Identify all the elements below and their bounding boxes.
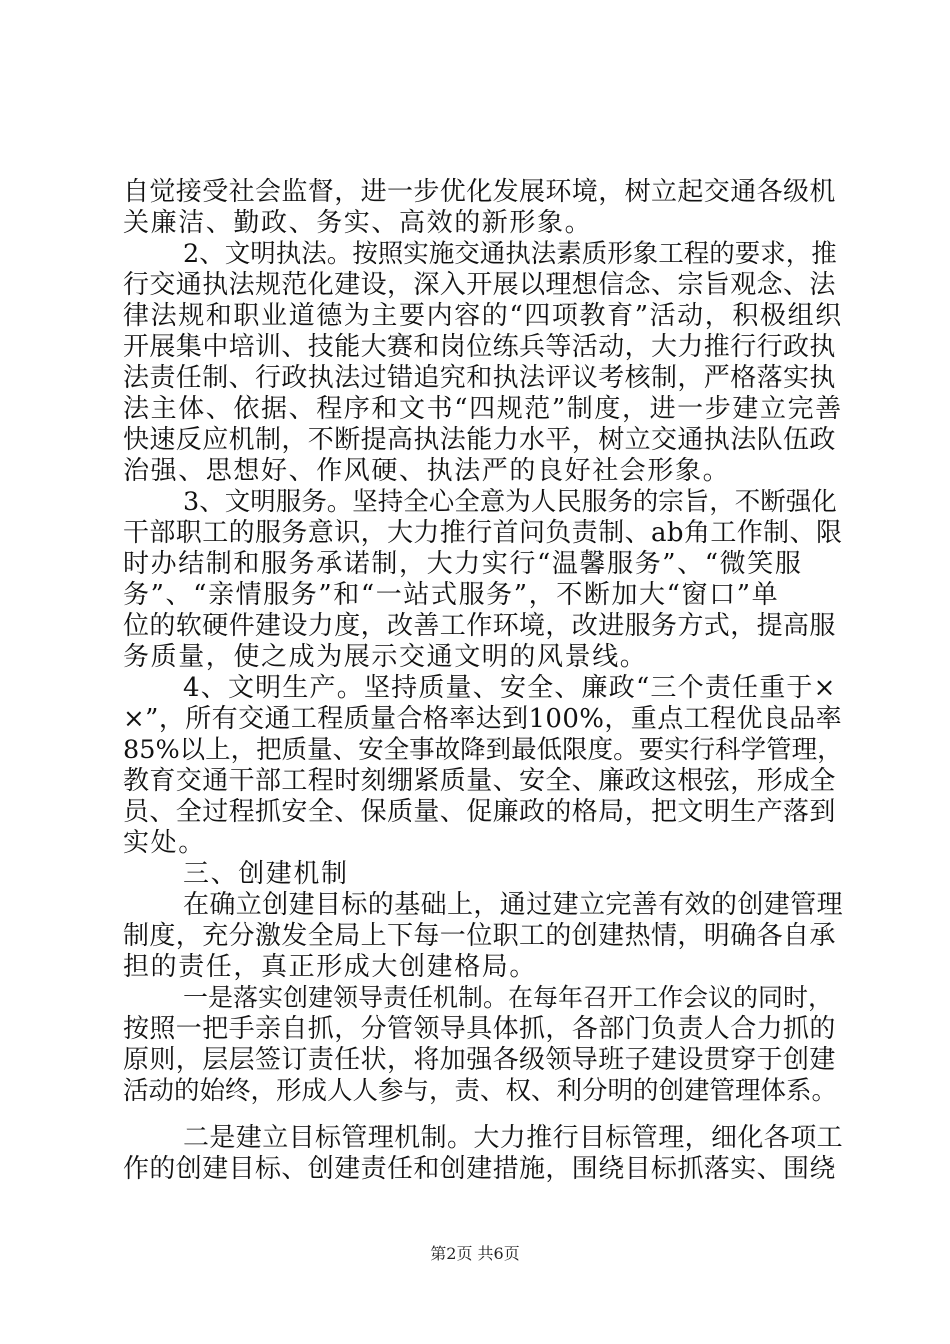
text-line: 在确立创建目标的基础上，通过建立完善有效的创建管理 [183, 890, 844, 920]
page-footer [0, 1244, 950, 1264]
text-line: 员、全过程抓安全、保质量、促廉政的格局，把文明生产落到 [123, 797, 836, 827]
text-line: 作的创建目标、创建责任和创建措施，围绕目标抓落实、围绕 [123, 1154, 836, 1184]
text-line: 制度，充分激发全局上下每一位职工的创建热情，明确各自承 [123, 921, 836, 951]
text-line: 原则，层层签订责任状，将加强各级领导班子建设贯穿于创建 [123, 1045, 836, 1075]
page-number: 第2页 共6页 [430, 1244, 520, 1263]
text-line: 一是落实创建领导责任机制。在每年召开工作会议的同时， [183, 983, 834, 1012]
text-line: 开展集中培训、技能大赛和岗位练兵等活动，大力推行行政执 [123, 332, 836, 362]
text-line: 教育交通干部工程时刻绷紧质量、安全、廉政这根弦，形成全 [123, 766, 836, 796]
text-line: 务”、“亲情服务”和“一站式服务”，不断加大“窗口”单 [123, 580, 780, 610]
text-line: 务质量，使之成为展示交通文明的风景线。 [123, 642, 648, 672]
text-line: 二是建立目标管理机制。大力推行目标管理，细化各项工 [183, 1123, 844, 1153]
text-line: 担的责任，真正形成大创建格局。 [123, 952, 538, 982]
text-line: 按照一把手亲自抓，分管领导具体抓，各部门负责人合力抓的 [123, 1014, 836, 1044]
text-line: ×”，所有交通工程质量合格率达到100%，重点工程优良品率 [123, 704, 843, 734]
text-line: 自觉接受社会监督，进一步优化发展环境，树立起交通各级机 [123, 177, 836, 207]
text-line: 行交通执法规范化建设，深入开展以理想信念、宗旨观念、法 [123, 270, 836, 300]
text-line: 律法规和职业道德为主要内容的“四项教育”活动，积极组织 [123, 301, 843, 331]
text-line: 法主体、依据、程序和文书“四规范”制度，进一步建立完善 [123, 394, 843, 424]
text-line: 干部职工的服务意识，大力推行首问负责制、ab角工作制、限 [123, 518, 843, 548]
text-line: 3、文明服务。坚持全心全意为人民服务的宗旨，不断强化 [183, 487, 837, 517]
text-line: 活动的始终，形成人人参与，责、权、利分明的创建管理体系。 [123, 1076, 838, 1106]
text-line: 实处。 [123, 828, 206, 858]
text-line: 关廉洁、勤政、务实、高效的新形象。 [123, 208, 593, 238]
text-line: 时办结制和服务承诺制，大力实行“温馨服务”、“微笑服 [123, 549, 803, 579]
section-heading: 三、创建机制 [183, 859, 349, 889]
text-line: 2、文明执法。按照实施交通执法素质形象工程的要求，推 [183, 239, 837, 269]
text-line: 治强、思想好、作风硬、执法严的良好社会形象。 [123, 456, 731, 486]
text-line: 快速反应机制，不断提高执法能力水平，树立交通执法队伍政 [123, 425, 836, 455]
text-line: 85%以上，把质量、安全事故降到最低限度。要实行科学管理， [123, 735, 843, 765]
text-line: 4、文明生产。坚持质量、安全、廉政“三个责任重于× [183, 673, 837, 703]
text-line: 法责任制、行政执法过错追究和执法评议考核制，严格落实执 [123, 363, 836, 393]
text-line: 位的软硬件建设力度，改善工作环境，改进服务方式，提高服 [123, 611, 836, 641]
